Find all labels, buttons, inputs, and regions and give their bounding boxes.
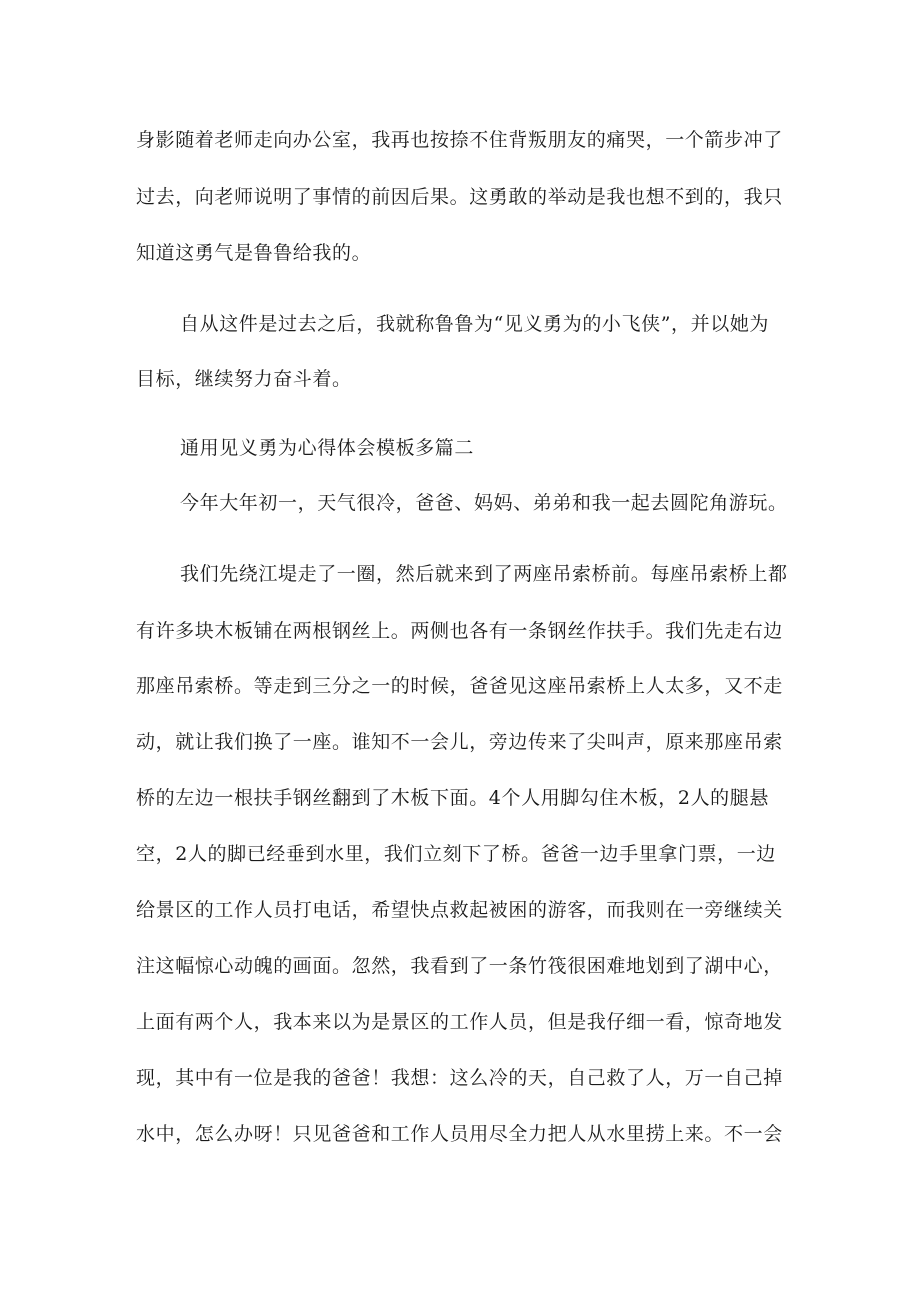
paragraph-4-line-10: 现，其中有一位是我的爸爸！我想：这么冷的天，自己救了人，万一自己掉	[136, 1067, 783, 1089]
paragraph-1-line-1: 身影随着老师走向办公室，我再也按捺不住背叛朋友的痛哭，一个箭步冲了	[136, 129, 783, 151]
paragraph-4-line-2: 有许多块木板铺在两根钢丝上。两侧也各有一条钢丝作扶手。我们先走右边	[136, 620, 783, 642]
paragraph-4-line-8: 注这幅惊心动魄的画面。忽然，我看到了一条竹筏很困难地划到了湖中心，	[136, 955, 783, 977]
paragraph-2-line-1: 自从这件是过去之后，我就称鲁鲁为“见义勇为的小飞侠”，并以她为	[180, 313, 770, 335]
paragraph-4-line-9: 上面有两个人，我本来以为是景区的工作人员，但是我仔细一看，惊奇地发	[136, 1011, 783, 1033]
paragraph-2-line-2: 目标，继续努力奋斗着。	[136, 368, 352, 390]
paragraph-4-line-6: 空，2人的脚已经垂到水里，我们立刻下了桥。爸爸一边手里拿门票，一边	[136, 843, 776, 865]
paragraph-4-line-5: 桥的左边一根扶手钢丝翻到了木板下面。4个人用脚勾住木板，2人的腿悬	[136, 787, 769, 809]
paragraph-4-line-7: 给景区的工作人员打电话，希望快点救起被困的游客，而我则在一旁继续关	[136, 899, 783, 921]
paragraph-1-line-3: 知道这勇气是鲁鲁给我的。	[136, 242, 372, 264]
paragraph-4-line-4: 动，就让我们换了一座。谁知不一会儿，旁边传来了尖叫声，原来那座吊索	[136, 731, 783, 753]
section-heading: 通用见义勇为心得体会模板多篇二	[180, 437, 475, 459]
paragraph-1-line-2: 过去，向老师说明了事情的前因后果。这勇敢的举动是我也想不到的，我只	[136, 186, 783, 208]
paragraph-4-line-3: 那座吊索桥。等走到三分之一的时候，爸爸见这座吊索桥上人太多，又不走	[136, 675, 783, 697]
paragraph-3-line-1: 今年大年初一，天气很冷，爸爸、妈妈、弟弟和我一起去圆陀角游玩。	[180, 492, 788, 514]
paragraph-4-line-1: 我们先绕江堤走了一圈，然后就来到了两座吊索桥前。每座吊索桥上都	[180, 563, 788, 585]
paragraph-4-line-11: 水中，怎么办呀！只见爸爸和工作人员用尽全力把人从水里捞上来。不一会	[136, 1123, 783, 1145]
